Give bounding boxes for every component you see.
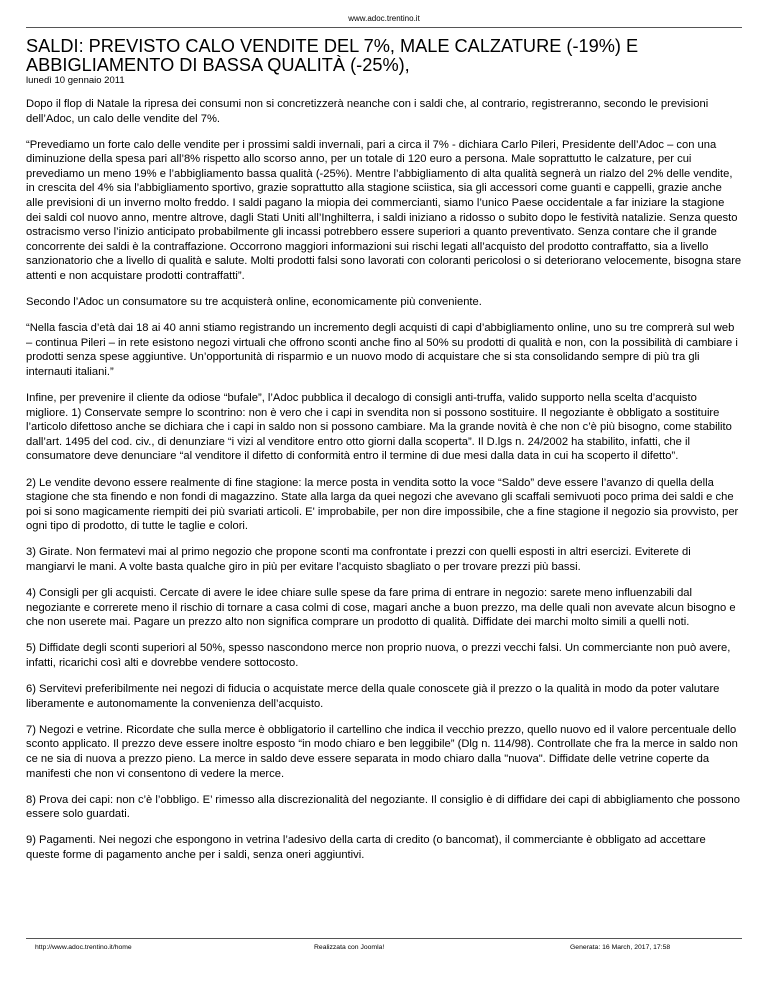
footer-url: http://www.adoc.trentino.it/home bbox=[35, 944, 132, 951]
article-paragraph: “Prevediamo un forte calo delle vendite per i prossimi saldi invernali, pari a circa il 7% - dichiara Carlo Pileri, Presidente dell’Adoc – con una diminuzione della spesa pari all’8% rispetto allo scorso anno, per un totale di 120 euro a persona. Male soprattutto le calzature, per cui prevediamo un meno 19% e l’abbigliamento bassa qualità (-25%). Mentre l’abbigliamento di alta qualità segnerà un rialzo del 2% delle vendite, in crescita del 4% sia l’abbigliamento sportivo, grazie soprattutto alla stagione sciistica, sia gli accessori come guanti e cappelli, grazie anche alle previsioni di un inverno molto freddo. I saldi pagano la miopia dei commercianti, siamo l’unico Paese occidentale a far iniziare la stagione dei saldi col nuovo anno, mentre altrove, dagli Stati Uniti all’Inghilterra, i saldi iniziano a ridosso o subito dopo le festività natalizie. Senza questo ostracismo verso l’inizio anticipato probabilmente gli incassi potrebbero essere superiori a quanto preventivato. Senza contare che il grande concorrente dei saldi è la contraffazione. Occorrono maggiori informazioni sui rischi legati all’acquisto del prodotto contraffatto, sia a livello sanzionatorio che a livello di qualità e salute. Molti prodotti falsi sono lavorati con coloranti pericolosi o si deteriorano velocemente, bisogna stare attenti e non acquistare prodotti contraffatti”. bbox=[26, 138, 742, 283]
article-paragraph: 4) Consigli per gli acquisti. Cercate di avere le idee chiare sulle spese da fare prima di entrare in negozio: sarete meno influenzabili dal negoziante e correrete meno il rischio di tornare a casa colmi di cose, magari anche a buon prezzo, ma delle quali non avevate alcun bisogno e che non userete mai. Pagare un prezzo alto non significa comprare un prodotto di qualità. Diffidate dei marchi molto simili a quelli noti. bbox=[26, 587, 736, 629]
article-paragraph: 7) Negozi e vetrine. Ricordate che sulla merce è obbligatorio il cartellino che indica il vecchio prezzo, quello nuovo ed il valore percentuale dello sconto applicato. Il prezzo deve essere inoltre esposto “in modo chiaro e ben leggibile” (Dlg n. 114/98). Controllate che fra la merce in saldo non ce ne sia di nuova a prezzo pieno. La merce in saldo deve essere separata in modo chiaro dalla "nuova". Diffidate delle vetrine coperte da manifesti che non vi consentono di vedere la merce. bbox=[26, 723, 738, 780]
article-paragraph: 6) Servitevi preferibilmente nei negozi di fiducia o acquistate merce della quale conoscete già il prezzo o la qualità in modo da poter valutare liberamente e autonomamente la convenienza dell’acquisto. bbox=[26, 683, 720, 710]
article-paragraph: Secondo l’Adoc un consumatore su tre acquisterà online, economicamente più conveniente. bbox=[26, 296, 482, 309]
footer-credit: Realizzata con Joomla! bbox=[314, 944, 385, 951]
footer-generated-date: Generata: 16 March, 2017, 17:58 bbox=[570, 944, 671, 951]
site-url-header: www.adoc.trentino.it bbox=[348, 14, 420, 23]
article-body bbox=[26, 97, 742, 874]
article-paragraph: 2) Le vendite devono essere realmente di fine stagione: la merce posta in vendita sotto la voce “Saldo” deve essere l’avanzo di quella della stagione che sta finendo e non fondi di magazzino. State alla larga da quei negozi che avevano gli scaffali semivuoti poco prima dei saldi e che poi si sono magicamente riempiti dei più svariati articoli. E' improbabile, per non dire impossibile, che a fine stagione il negozio sia provvisto, per ogni tipo di prodotto, di tutte le taglie e colori. bbox=[26, 476, 739, 533]
article-paragraph: “Nella fascia d’età dai 18 ai 40 anni stiamo registrando un incremento degli acquisti di capi d’abbigliamento online, uno su tre comprerà sul web – continua Pileri – in rete esistono negozi virtuali che offrono sconti anche fino al 50% su prodotti di qualità e non, con la possibilità di cambiare i prodotti senza spese aggiuntive. Un’opportunità di risparmio e un nuovo modo di acquistare che si sta consolidando sempre di più tra gli internauti italiani.” bbox=[26, 322, 738, 378]
article-paragraph: 3) Girate. Non fermatevi mai al primo negozio che propone sconti ma confrontate i prezzi con quelli esposti in altri esercizi. Eviterete di mangiarvi le mani. A volte basta qualche giro in più per evitare l’acquisto sbagliato o per trovare prezzi più bassi. bbox=[26, 546, 691, 574]
article-title: SALDI: PREVISTO CALO VENDITE DEL 7%, MALE CALZATURE (-19%) E ABBIGLIAMENTO DI BASSA QUALITÀ (-25%), bbox=[26, 36, 639, 75]
article-paragraph: Dopo il flop di Natale la ripresa dei consumi non si concretizzerà neanche con i saldi che, al contrario, registreranno, secondo le previsioni dell’Adoc, un calo delle vendite del 7%. bbox=[26, 98, 709, 125]
article-paragraph: 8) Prova dei capi: non c’è l’obbligo. E’ rimesso alla discrezionalità del negoziante. Il consiglio è di diffidare dei capi di abbigliamento che possono essere solo guardati. bbox=[26, 793, 740, 821]
header-divider bbox=[26, 27, 742, 28]
article-paragraph: 9) Pagamenti. Nei negozi che espongono in vetrina l’adesivo della carta di credito (o bancomat), il commerciante è obbligato ad accettare queste forme di pagamento anche per i saldi, senza oneri aggiuntivi. bbox=[26, 834, 706, 861]
article-paragraph: 5) Diffidate degli sconti superiori al 50%, spesso nascondono merce non proprio nuova, o prezzi vecchi falsi. Un commerciante non può avere, infatti, ricarichi così alti e dovrebbe vendere sottocosto. bbox=[26, 642, 731, 669]
article-date: lunedì 10 gennaio 2011 bbox=[26, 75, 125, 86]
footer-divider bbox=[26, 938, 742, 939]
article-paragraph: Infine, per prevenire il cliente da odiose “bufale”, l’Adoc pubblica il decalogo di consigli anti-truffa, valido supporto nella scelta d’acquisto migliore. 1) Conservate sempre lo scontrino: non è vero che i capi in svendita non si possono sostituire. Il negoziante è obbligato a sostituire l’articolo difettoso anche se dichiara che i capi in saldo non si possono cambiare. Ma la grande novità è che non c’è più bisogno, come stabilito dall’art. 1495 del cod. civ., di denunziare “i vizi al venditore entro otto giorni dalla scoperta”. Il D.lgs n. 24/2002 ha stabilito, infatti, che il consumatore deve denunciare “al venditore il difetto di conformità entro il termine di due mesi dalla data in cui ha scoperto il difetto”. bbox=[26, 392, 732, 463]
